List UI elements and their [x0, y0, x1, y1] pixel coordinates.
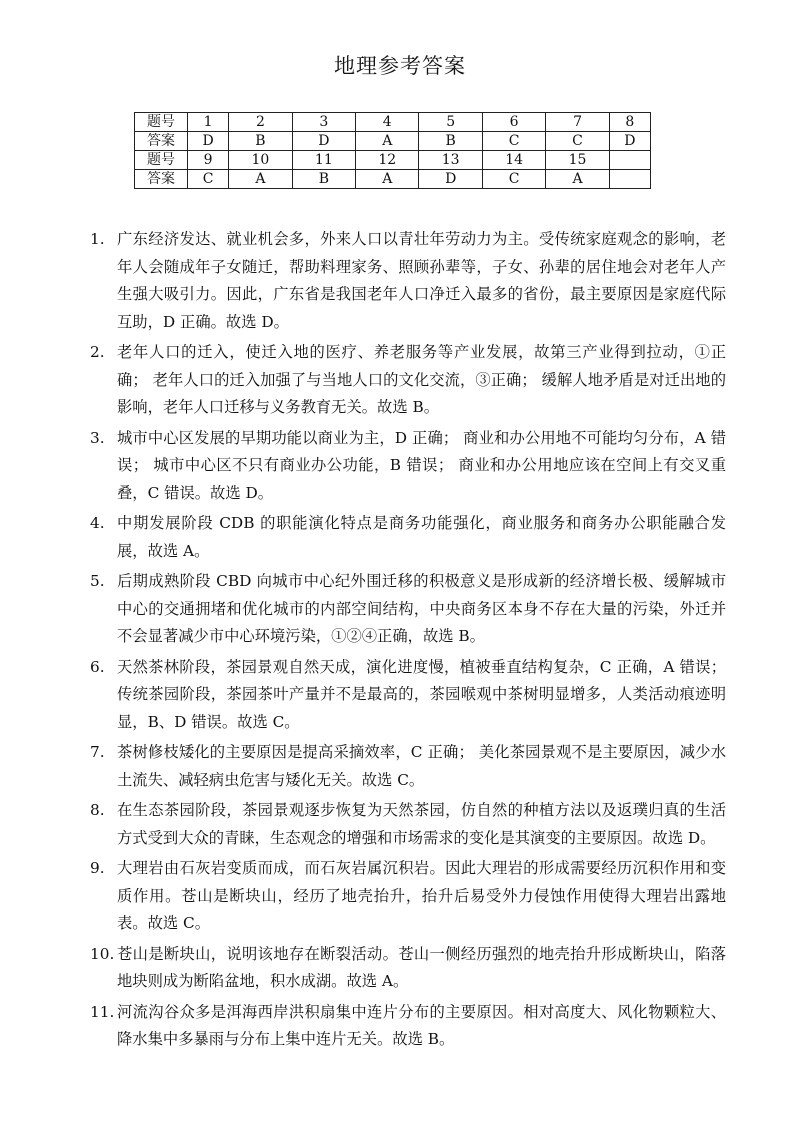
item-text: 天然茶林阶段，茶园景观自然天成，演化进度慢，植被垂直结构复杂，C 正确，A 错误； 传统茶园阶段，茶园茶叶产量并不是最高的，茶园喉观中茶树明显增多，人类活动痕迹明显，B、D 错误。故选 C。	[117, 657, 726, 731]
row-label: 答案	[135, 170, 188, 189]
item-text: 后期成熟阶段 CBD 向城市中心纪外围迁移的积极意义是形成新的经济增长极、缓解城市中心的交通拥堵和优化城市的内部空间结构，中央商务区本身不存在大量的污染，外迁并不会显著减少市中心环境污染，①②④正确，故选 B。	[117, 572, 726, 645]
table-cell: A	[356, 170, 419, 189]
table-cell: 10	[229, 151, 292, 170]
table-row	[135, 113, 651, 132]
explanation-list	[90, 226, 726, 1057]
table-cell: D	[419, 170, 482, 189]
table-cell: 11	[292, 151, 355, 170]
item-text: 在生态茶园阶段，茶园景观逐步恢复为天然茶园，仿自然的种植方法以及返璞归真的生活方式受到大众的青睐，生态观念的增强和市场需求的变化是其演变的主要原因。故选 D。	[117, 801, 726, 847]
list-item	[90, 855, 726, 938]
item-number: 5.	[90, 572, 105, 590]
table-cell: D	[188, 132, 229, 151]
table-cell: 13	[419, 151, 482, 170]
list-item	[90, 339, 726, 422]
table-cell: 12	[356, 151, 419, 170]
list-item	[90, 797, 726, 852]
table-cell: B	[419, 132, 482, 151]
table-cell: C	[188, 170, 229, 189]
item-text: 广东经济发达、就业机会多，外来人口以青壮年劳动力为主。受传统家庭观念的影响，老年人会随成年子女随迁，帮助料理家务、照顾孙辈等，子女、孙辈的居住地会对老年人产生强大吸引力。因此，广东省是我国老年人口净迁入最多的省份，最主要原因是家庭代际互助，D 正确。故选 D。	[117, 230, 726, 331]
list-item	[90, 941, 726, 996]
item-text: 苍山是断块山，说明该地存在断裂活动。苍山一侧经历强烈的地壳抬升形成断块山，陷落地块则成为断陷盆地，积水成湖。故选 A。	[117, 944, 726, 990]
table-cell: A	[546, 170, 609, 189]
list-item	[90, 226, 726, 336]
table-cell: C	[482, 170, 545, 189]
list-item	[90, 568, 726, 651]
item-number: 11.	[90, 1002, 115, 1021]
table-cell	[609, 151, 650, 170]
item-text: 茶树修枝矮化的主要原因是提高采摘效率，C 正确； 美化茶园景观不是主要原因，减少水土流失、减轻病虫危害与矮化无关。故选 C。	[117, 743, 726, 789]
table-cell: 8	[609, 113, 650, 132]
table-cell: 4	[356, 113, 419, 132]
table-cell: 6	[482, 113, 545, 132]
table-cell: A	[356, 132, 419, 151]
item-number: 7.	[90, 743, 105, 761]
item-text: 老年人口的迁入，使迁入地的医疗、养老服务等产业发展，故第三产业得到拉动，①正确； 老年人口的迁入加强了与当地人口的文化交流，③正确； 缓解人地矛盾是对迁出地的影响，老年人口迁移与义务教育无关。故选 B。	[117, 343, 726, 416]
table-row	[135, 132, 651, 151]
table-cell: C	[546, 132, 609, 151]
table-cell: 1	[188, 113, 229, 132]
item-text: 河流沟谷众多是洱海西岸洪积扇集中连片分布的主要原因。相对高度大、风化物颗粒大、降水集中多暴雨与分布上集中连片无关。故选 B。	[117, 1002, 726, 1048]
item-text: 城市中心区发展的早期功能以商业为主，D 正确； 商业和办公用地不可能均匀分布，A 错误； 城市中心区不只有商业办公功能，B 错误； 商业和办公用地应该在空间上有交叉重叠，C 错误。故选 D。	[117, 428, 726, 502]
list-item	[90, 999, 726, 1054]
list-item	[90, 739, 726, 794]
list-item	[90, 654, 726, 737]
row-label: 答案	[135, 132, 188, 151]
item-number: 4.	[90, 514, 105, 532]
table-cell	[609, 170, 650, 189]
list-item	[90, 425, 726, 508]
table-row	[135, 151, 651, 170]
table-cell: 5	[419, 113, 482, 132]
item-text: 大理岩由石灰岩变质而成，而石灰岩属沉积岩。因此大理岩的形成需要经历沉积作用和变质作用。苍山是断块山，经历了地壳抬升，抬升后易受外力侵蚀作用使得大理岩出露地表。故选 C。	[117, 859, 726, 932]
item-text: 中期发展阶段 CDB 的职能演化特点是商务功能强化，商业服务和商务办公职能融合发展，故选 A。	[117, 514, 726, 560]
item-number: 10.	[90, 944, 115, 963]
table-cell: C	[482, 132, 545, 151]
item-number: 9.	[90, 859, 105, 877]
table-cell: 9	[188, 151, 229, 170]
row-label: 题号	[135, 151, 188, 170]
table-cell: B	[229, 132, 292, 151]
table-cell: 7	[546, 113, 609, 132]
item-number: 3.	[90, 428, 105, 447]
list-item	[90, 510, 726, 565]
table-cell: D	[292, 132, 355, 151]
page-title: 地理参考答案	[334, 54, 466, 78]
table-row	[135, 170, 651, 189]
answer-table	[134, 112, 651, 189]
table-cell: B	[292, 170, 355, 189]
item-number: 2.	[90, 343, 105, 361]
table-cell: 14	[482, 151, 545, 170]
table-cell: 15	[546, 151, 609, 170]
table-cell: 2	[229, 113, 292, 132]
table-cell: A	[229, 170, 292, 189]
row-label: 题号	[135, 113, 188, 132]
item-number: 6.	[90, 657, 105, 676]
table-cell: 3	[292, 113, 355, 132]
table-cell: D	[609, 132, 650, 151]
item-number: 1.	[90, 230, 105, 248]
item-number: 8.	[90, 801, 105, 819]
